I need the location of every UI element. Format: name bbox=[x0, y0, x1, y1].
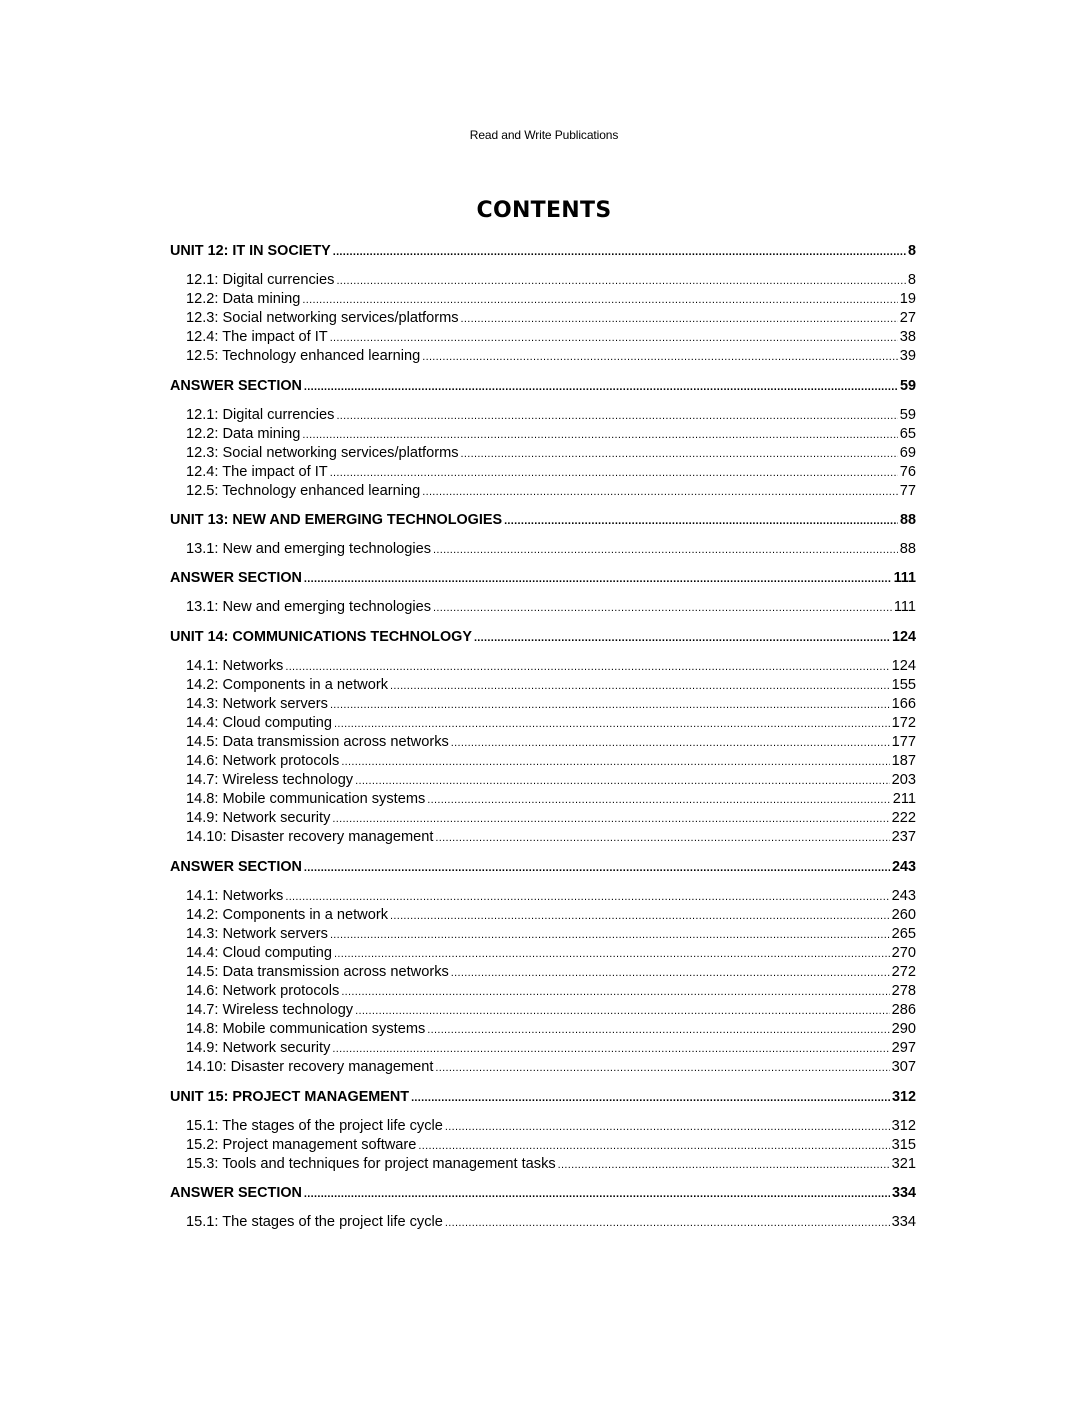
toc-entry[interactable] bbox=[170, 828, 916, 847]
toc-entry-label: 12.5: Technology enhanced learning bbox=[186, 483, 421, 500]
toc-section-heading[interactable] bbox=[170, 858, 916, 877]
toc-entry-label: 14.5: Data transmission across networks bbox=[186, 964, 449, 980]
dot-leader bbox=[504, 512, 898, 531]
dot-leader bbox=[445, 1118, 890, 1137]
toc-entry[interactable] bbox=[170, 1136, 916, 1155]
toc-entry-label: 14.9: Network security bbox=[186, 810, 331, 827]
toc-section-heading[interactable] bbox=[170, 1088, 916, 1107]
dot-leader bbox=[334, 715, 890, 734]
toc-heading-page: 334 bbox=[891, 1184, 916, 1201]
table-of-contents bbox=[170, 242, 916, 1232]
toc-entry-label: 14.5: Data transmission across networks bbox=[186, 733, 449, 750]
dot-leader bbox=[304, 378, 898, 397]
dot-leader bbox=[422, 483, 898, 502]
toc-entry-page: 334 bbox=[891, 1214, 916, 1231]
toc-entry-page: 65 bbox=[899, 425, 916, 442]
toc-entry-label: 14.6: Network protocols bbox=[186, 753, 340, 770]
toc-entry-page: 290 bbox=[891, 1021, 916, 1038]
toc-section-heading[interactable] bbox=[170, 511, 916, 530]
toc-heading-label: ANSWER SECTION bbox=[170, 858, 302, 875]
toc-entry[interactable] bbox=[170, 733, 916, 752]
toc-entry[interactable] bbox=[170, 1155, 916, 1174]
toc-heading-page: 312 bbox=[891, 1088, 916, 1105]
toc-entry-label: 14.4: Cloud computing bbox=[186, 714, 333, 731]
dot-leader bbox=[558, 1156, 890, 1175]
dot-leader bbox=[302, 291, 897, 310]
dot-leader bbox=[435, 829, 889, 848]
toc-heading-label: ANSWER SECTION bbox=[170, 377, 302, 394]
toc-entry-page: 270 bbox=[891, 944, 916, 961]
toc-entry-page: 8 bbox=[907, 272, 916, 289]
toc-entry[interactable] bbox=[170, 482, 916, 501]
dot-leader bbox=[330, 696, 890, 715]
toc-section-heading[interactable] bbox=[170, 628, 916, 647]
dot-leader bbox=[304, 1185, 890, 1204]
toc-entry[interactable] bbox=[170, 328, 916, 347]
toc-section-heading[interactable] bbox=[170, 1184, 916, 1203]
toc-entry[interactable] bbox=[170, 887, 916, 906]
toc-entry-page: 111 bbox=[893, 599, 916, 616]
toc-entry-label: 14.2: Components in a network bbox=[186, 676, 388, 693]
toc-entry-page: 286 bbox=[891, 1002, 916, 1019]
toc-entry-page: 155 bbox=[891, 676, 916, 693]
toc-entry[interactable] bbox=[170, 1001, 916, 1020]
toc-heading-label: ANSWER SECTION bbox=[170, 570, 302, 587]
dot-leader bbox=[333, 243, 906, 262]
dot-leader bbox=[433, 541, 898, 560]
toc-entry-page: 265 bbox=[891, 925, 916, 942]
dot-leader bbox=[461, 445, 898, 464]
toc-heading-label: UNIT 15: PROJECT MANAGEMENT bbox=[170, 1088, 410, 1105]
toc-entry-label: 14.2: Components in a network bbox=[186, 906, 388, 923]
toc-entry-page: 272 bbox=[891, 964, 916, 980]
toc-entry[interactable] bbox=[170, 771, 916, 790]
toc-entry[interactable] bbox=[170, 271, 916, 290]
toc-section-heading[interactable] bbox=[170, 569, 916, 588]
toc-entry[interactable] bbox=[170, 406, 916, 425]
toc-entry-label: 14.8: Mobile communication systems bbox=[186, 1021, 426, 1038]
toc-heading-page: 88 bbox=[899, 512, 916, 529]
toc-entry[interactable] bbox=[170, 290, 916, 309]
toc-entry[interactable] bbox=[170, 963, 916, 982]
toc-heading-label: ANSWER SECTION bbox=[170, 1184, 302, 1201]
toc-entry-page: 211 bbox=[892, 791, 916, 808]
toc-entry[interactable] bbox=[170, 1039, 916, 1058]
toc-entry-label: 15.1: The stages of the project life cycle bbox=[186, 1214, 443, 1231]
toc-entry[interactable] bbox=[170, 463, 916, 482]
dot-leader bbox=[411, 1089, 890, 1108]
toc-entry-label: 14.9: Network security bbox=[186, 1040, 331, 1057]
dot-leader bbox=[336, 407, 897, 426]
toc-heading-page: 243 bbox=[891, 858, 916, 875]
toc-entry[interactable] bbox=[170, 309, 916, 328]
toc-entry[interactable] bbox=[170, 1058, 916, 1077]
toc-entry-label: 15.2: Project management software bbox=[186, 1136, 417, 1153]
toc-entry-page: 59 bbox=[899, 406, 916, 423]
toc-entry-page: 77 bbox=[899, 483, 916, 500]
toc-heading-page: 124 bbox=[891, 628, 916, 645]
toc-entry[interactable] bbox=[170, 540, 916, 559]
toc-entry[interactable] bbox=[170, 1213, 916, 1232]
toc-entry-page: 307 bbox=[891, 1059, 916, 1076]
toc-entry-label: 12.2: Data mining bbox=[186, 291, 301, 308]
toc-entry-label: 12.3: Social networking services/platforms bbox=[186, 310, 459, 327]
dot-leader bbox=[341, 983, 889, 1002]
toc-entry[interactable] bbox=[170, 925, 916, 944]
toc-entry-page: 27 bbox=[899, 310, 916, 327]
dot-leader bbox=[427, 1021, 889, 1040]
toc-entry[interactable] bbox=[170, 657, 916, 676]
toc-entry-page: 237 bbox=[891, 829, 916, 846]
toc-entry-label: 14.7: Wireless technology bbox=[186, 772, 354, 789]
toc-entry[interactable] bbox=[170, 809, 916, 828]
toc-entry-label: 14.7: Wireless technology bbox=[186, 1002, 354, 1019]
toc-entry[interactable] bbox=[170, 598, 916, 617]
toc-entry-page: 39 bbox=[899, 348, 916, 365]
dot-leader bbox=[304, 859, 890, 878]
toc-heading-label: UNIT 13: NEW AND EMERGING TECHNOLOGIES bbox=[170, 512, 503, 529]
toc-entry-label: 12.5: Technology enhanced learning bbox=[186, 348, 421, 365]
toc-entry-page: 312 bbox=[891, 1117, 916, 1134]
toc-entry[interactable] bbox=[170, 1020, 916, 1039]
toc-entry-label: 14.10: Disaster recovery management bbox=[186, 1059, 434, 1076]
toc-entry-page: 203 bbox=[891, 772, 916, 789]
toc-entry-page: 315 bbox=[891, 1136, 916, 1153]
toc-heading-label: UNIT 12: IT IN SOCIETY bbox=[170, 243, 331, 259]
toc-entry-page: 76 bbox=[899, 463, 916, 480]
dot-leader bbox=[418, 1137, 889, 1156]
toc-entry-label: 14.8: Mobile communication systems bbox=[186, 791, 426, 808]
toc-entry[interactable] bbox=[170, 790, 916, 809]
dot-leader bbox=[433, 599, 892, 618]
toc-entry[interactable] bbox=[170, 982, 916, 1001]
toc-entry-label: 13.1: New and emerging technologies bbox=[186, 541, 432, 558]
toc-entry-label: 12.1: Digital currencies bbox=[186, 272, 335, 289]
dot-leader bbox=[332, 810, 889, 829]
toc-entry-page: 19 bbox=[899, 291, 916, 308]
toc-entry-label: 14.3: Network servers bbox=[186, 695, 328, 712]
toc-entry-page: 69 bbox=[899, 444, 916, 461]
toc-entry-page: 297 bbox=[891, 1040, 916, 1057]
toc-entry[interactable] bbox=[170, 444, 916, 463]
dot-leader bbox=[390, 907, 890, 926]
dot-leader bbox=[445, 1214, 890, 1233]
toc-entry-label: 14.3: Network servers bbox=[186, 925, 328, 942]
toc-entry-label: 14.4: Cloud computing bbox=[186, 944, 333, 961]
toc-entry-page: 124 bbox=[891, 657, 916, 674]
toc-entry-page: 177 bbox=[891, 733, 916, 750]
dot-leader bbox=[330, 926, 890, 945]
toc-heading-page: 59 bbox=[899, 377, 916, 394]
toc-entry-label: 15.1: The stages of the project life cycle bbox=[186, 1117, 443, 1134]
toc-section-heading[interactable] bbox=[170, 377, 916, 396]
toc-entry-label: 12.1: Digital currencies bbox=[186, 406, 335, 423]
dot-leader bbox=[304, 570, 892, 589]
dot-leader bbox=[330, 329, 898, 348]
toc-entry[interactable] bbox=[170, 714, 916, 733]
toc-entry[interactable] bbox=[170, 944, 916, 963]
toc-entry-page: 243 bbox=[891, 887, 916, 904]
dot-leader bbox=[390, 677, 890, 696]
dot-leader bbox=[355, 1002, 890, 1021]
dot-leader bbox=[461, 310, 898, 329]
page-title: CONTENTS bbox=[476, 198, 612, 223]
toc-entry-page: 260 bbox=[891, 906, 916, 923]
toc-entry-label: 14.1: Networks bbox=[186, 657, 284, 674]
dot-leader bbox=[330, 464, 898, 483]
toc-heading-page: 8 bbox=[907, 243, 916, 259]
toc-entry[interactable] bbox=[170, 676, 916, 695]
toc-entry-label: 14.10: Disaster recovery management bbox=[186, 829, 434, 846]
toc-entry-page: 38 bbox=[899, 329, 916, 346]
toc-entry-label: 12.3: Social networking services/platforms bbox=[186, 444, 459, 461]
dot-leader bbox=[285, 658, 889, 677]
toc-entry-label: 15.3: Tools and techniques for project management tasks bbox=[186, 1155, 556, 1172]
toc-entry-page: 222 bbox=[891, 810, 916, 827]
toc-entry[interactable] bbox=[170, 695, 916, 714]
dot-leader bbox=[451, 734, 890, 753]
toc-entry[interactable] bbox=[170, 1117, 916, 1136]
toc-entry-page: 187 bbox=[891, 753, 916, 770]
dot-leader bbox=[422, 348, 898, 367]
dot-leader bbox=[435, 1059, 889, 1078]
toc-entry-page: 172 bbox=[891, 714, 916, 731]
toc-entry-page: 278 bbox=[891, 983, 916, 1000]
dot-leader bbox=[334, 945, 890, 964]
toc-heading-label: UNIT 14: COMMUNICATIONS TECHNOLOGY bbox=[170, 628, 472, 645]
toc-entry[interactable] bbox=[170, 906, 916, 925]
dot-leader bbox=[341, 753, 889, 772]
dot-leader bbox=[332, 1040, 889, 1059]
toc-section-heading[interactable] bbox=[170, 242, 916, 261]
dot-leader bbox=[427, 791, 890, 810]
dot-leader bbox=[474, 629, 890, 648]
toc-entry-page: 321 bbox=[891, 1155, 916, 1172]
toc-entry[interactable] bbox=[170, 752, 916, 771]
toc-entry[interactable] bbox=[170, 347, 916, 366]
dot-leader bbox=[285, 888, 889, 907]
toc-entry-label: 12.4: The impact of IT bbox=[186, 329, 328, 346]
toc-entry-label: 14.1: Networks bbox=[186, 887, 284, 904]
dot-leader bbox=[302, 426, 897, 445]
toc-entry-page: 166 bbox=[891, 695, 916, 712]
toc-entry-page: 88 bbox=[899, 541, 916, 558]
dot-leader bbox=[336, 272, 905, 291]
toc-heading-page: 111 bbox=[893, 570, 916, 587]
toc-entry[interactable] bbox=[170, 425, 916, 444]
running-header: Read and Write Publications bbox=[469, 128, 619, 142]
toc-entry-label: 13.1: New and emerging technologies bbox=[186, 599, 432, 616]
dot-leader bbox=[451, 964, 890, 983]
toc-entry-label: 12.4: The impact of IT bbox=[186, 463, 328, 480]
toc-entry-label: 12.2: Data mining bbox=[186, 425, 301, 442]
dot-leader bbox=[355, 772, 890, 791]
toc-entry-label: 14.6: Network protocols bbox=[186, 983, 340, 1000]
